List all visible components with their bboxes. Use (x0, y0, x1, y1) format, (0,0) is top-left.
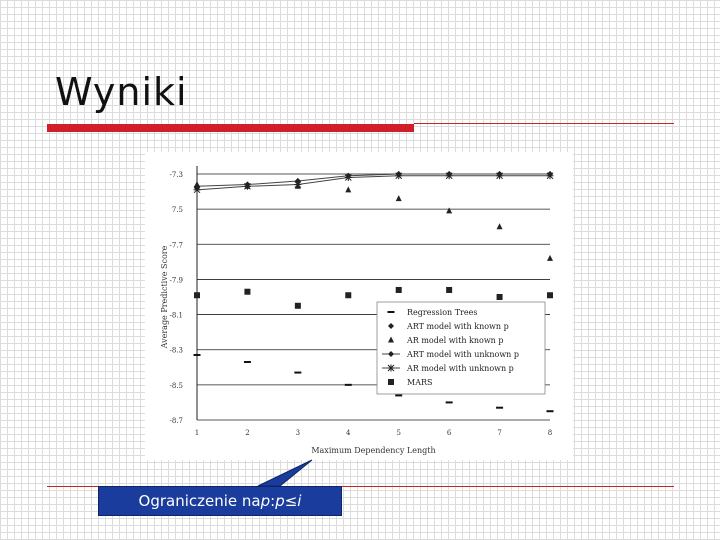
y-axis-title: Average Predictive Score (160, 245, 169, 349)
series-0-point (496, 407, 503, 409)
series-2-point (446, 207, 452, 213)
x-tick-label: 2 (245, 429, 250, 437)
series-5-point (446, 287, 452, 293)
series-2-point (547, 255, 553, 261)
x-tick-label: 1 (194, 429, 200, 437)
x-tick-label: 4 (346, 429, 351, 437)
y-tick-label: 7.5 (171, 206, 183, 215)
series-5-point (244, 289, 250, 295)
legend-label: ART model with unknown p (407, 350, 519, 359)
y-tick-label: -8.7 (169, 417, 183, 425)
callout-variable: p (260, 492, 271, 510)
y-tick-label: -7.7 (169, 241, 183, 250)
x-tick-label: 8 (547, 429, 553, 437)
legend-label: ART model with known p (407, 322, 509, 331)
series-0-point (294, 372, 301, 374)
series-2-point (396, 195, 402, 201)
chart (145, 152, 573, 460)
x-tick-label: 6 (446, 429, 452, 437)
legend-marker (388, 365, 395, 372)
series-4-point (446, 172, 453, 179)
y-tick-label: -7.3 (169, 171, 183, 179)
series-4-point (496, 172, 503, 179)
y-tick-label: -8.5 (169, 381, 183, 390)
series-4-point (345, 174, 352, 181)
series-5-point (497, 294, 503, 300)
series-4-point (294, 181, 301, 188)
x-tick-label: 3 (295, 429, 301, 437)
series-4-point (547, 172, 554, 179)
series-4-point (194, 186, 201, 193)
y-tick-label: -8.1 (169, 311, 183, 320)
legend-label: Regression Trees (407, 308, 478, 317)
series-5-point (345, 292, 351, 298)
legend-label: AR model with known p (407, 336, 504, 345)
legend-marker (388, 311, 395, 313)
legend-label: MARS (407, 378, 433, 387)
series-2-point (345, 186, 351, 192)
slide-title: Wyniki (55, 70, 188, 114)
series-5-point (194, 292, 200, 298)
y-tick-label: -7.9 (169, 276, 183, 285)
series-0-point (395, 394, 402, 396)
title-rule (414, 123, 674, 124)
series-5-point (295, 303, 301, 309)
constraint-callout (98, 486, 342, 516)
series-0-point (244, 361, 251, 363)
series-5-point (547, 292, 553, 298)
callout-expression: p≤i (275, 492, 302, 510)
x-tick-label: 5 (396, 429, 401, 437)
series-5-point (396, 287, 402, 293)
series-0-point (446, 401, 453, 403)
y-tick-label: -8.3 (169, 346, 183, 355)
legend-marker (388, 379, 394, 385)
series-4-point (244, 183, 251, 190)
callout-separator: : (270, 492, 276, 510)
title-accent-bar (47, 124, 414, 132)
x-axis-title: Maximum Dependency Length (311, 446, 436, 455)
chart-panel (145, 152, 573, 460)
callout-prefix: Ograniczenie na (138, 492, 261, 510)
legend-label: AR model with unknown p (407, 364, 514, 373)
series-0-point (345, 384, 352, 386)
series-0-point (194, 354, 201, 356)
series-4-point (395, 172, 402, 179)
x-tick-label: 7 (497, 429, 502, 437)
series-0-point (547, 410, 554, 412)
series-2-point (497, 223, 503, 229)
